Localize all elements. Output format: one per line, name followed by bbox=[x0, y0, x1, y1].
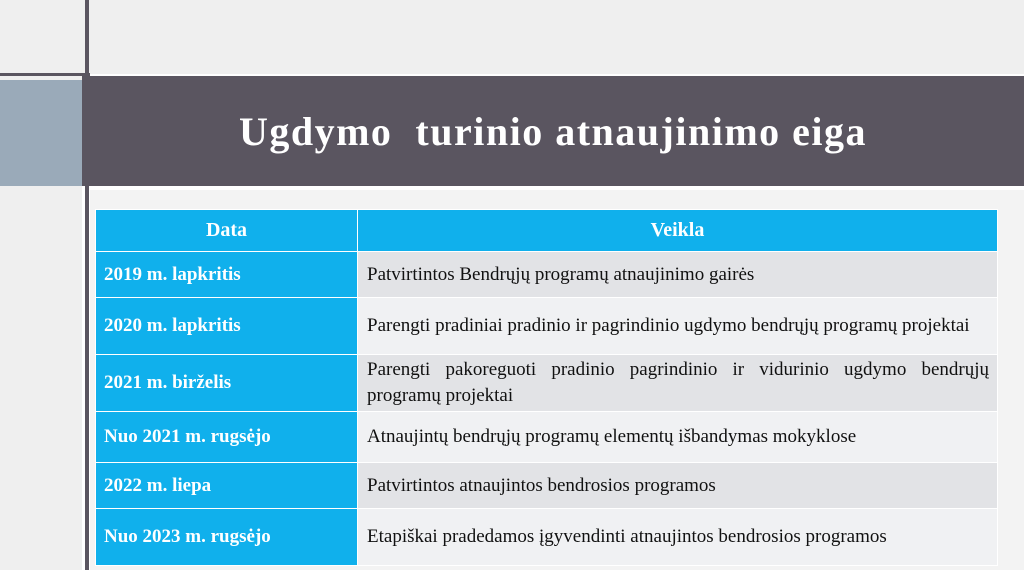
row-date: 2021 m. birželis bbox=[96, 355, 358, 412]
slide-top-band bbox=[0, 0, 1024, 74]
horizontal-divider-line bbox=[0, 73, 90, 76]
header-activity: Veikla bbox=[358, 210, 998, 252]
row-activity: Atnaujintų bendrųjų programų elementų išbandymas mokyklose bbox=[358, 412, 998, 463]
row-date: Nuo 2023 m. rugsėjo bbox=[96, 509, 358, 566]
row-activity: Parengti pradiniai pradinio ir pagrindinio ugdymo bendrųjų programų projektai bbox=[358, 298, 998, 355]
row-activity: Parengti pakoreguoti pradinio pagrindinio ir vidurinio ugdymo bendrųjų programų projektai bbox=[358, 355, 998, 412]
row-activity: Etapiškai pradedamos įgyvendinti atnaujintos bendrosios programos bbox=[358, 509, 998, 566]
table-header-row bbox=[96, 210, 998, 252]
title-bar bbox=[82, 76, 1024, 186]
row-date: Nuo 2021 m. rugsėjo bbox=[96, 412, 358, 463]
table-row bbox=[96, 463, 998, 509]
row-date: 2022 m. liepa bbox=[96, 463, 358, 509]
row-activity: Patvirtintos Bendrųjų programų atnaujinimo gairės bbox=[358, 252, 998, 298]
table-row bbox=[96, 252, 998, 298]
row-activity: Patvirtintos atnaujintos bendrosios programos bbox=[358, 463, 998, 509]
table-row bbox=[96, 412, 998, 463]
table-row bbox=[96, 355, 998, 412]
header-date: Data bbox=[96, 210, 358, 252]
schedule-table bbox=[95, 209, 998, 566]
vertical-divider-line bbox=[85, 0, 89, 570]
row-date: 2020 m. lapkritis bbox=[96, 298, 358, 355]
slide-title: Ugdymo turinio atnaujinimo eiga bbox=[238, 108, 868, 154]
table-row bbox=[96, 509, 998, 566]
row-date: 2019 m. lapkritis bbox=[96, 252, 358, 298]
table-row bbox=[96, 298, 998, 355]
accent-block bbox=[0, 80, 82, 186]
